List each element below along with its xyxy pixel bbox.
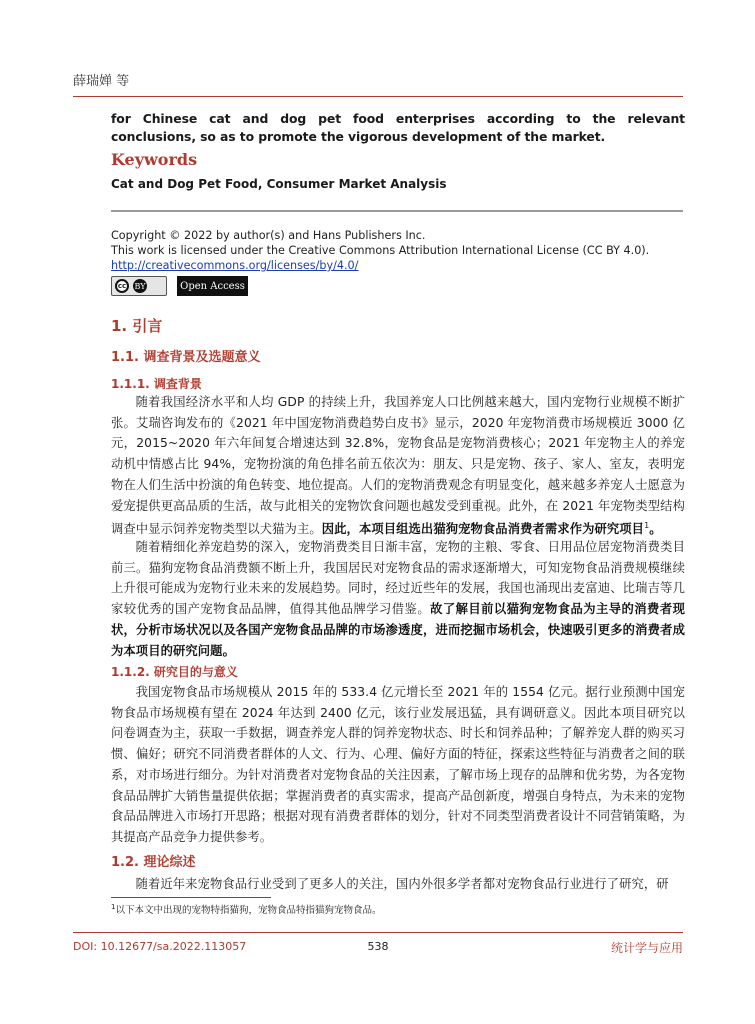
section-heading-1: 1. 引言 [111,317,163,335]
by-person-icon: BY [133,279,147,293]
footnote-text: 以下本文中出现的宠物特指猫狗，宠物食品特指猫狗宠物食品。 [115,905,382,916]
paragraph-purpose: 我国宠物食品市场规模从 2015 年的 533.4 亿元增长至 2021 年的 1554 亿元。据行业预测中国宠物食品市场规模有望在 2024 年达到 2400 亿元，该行业发展迅猛，具有调研意义。因此本项目研究以问卷调查为主，获取一手数据，调查养宠人群的饲养宠物状态、时长和饲养品种；了解养宠人群的购买习惯、偏好；研究不同消费者群体的人文、行为、心理、偏好方面的特征，探索这些特征与消费者之间的联系，对市场进行细分。为针对消费者对宠物食品的关注因素，了解市场上现存的品牌和优劣势，为各宠物食品品牌扩大销售量提供依据；掌握消费者的真实需求，提高产品创新度，增强自身特点，为未来的宠物食品品牌进入市场打开思路；根据对现有消费者群体的划分，针对不同类型消费者设计不同营销策略，为其提高产品竞争力提供参考。 [111,685,685,844]
license-statement: This work is licensed under the Creative Commons Attribution International License (CC BY 4.0). [111,244,650,257]
footnote-ref[interactable]: 1 [644,521,650,531]
paragraph-emphasis: 故了解目前以猫狗宠物食品为主导的消费者现状，分析市场状况以及各国产宠物食品品牌的市场渗透度，进而挖掘市场机会，快速吸引更多的消费者成为本项目的研究问题。 [111,602,685,658]
keywords-divider [111,210,683,212]
license-link-row [111,258,358,273]
section-heading-1-1-1: 1.1.1. 调查背景 [111,377,202,391]
open-access-badge[interactable]: Open Access [177,276,248,296]
page-number: 538 [367,940,389,953]
section-heading-1-1-2: 1.1.2. 研究目的与意义 [111,665,238,679]
footnote [111,902,381,916]
paragraph-background-1 [111,392,685,540]
footnote-divider [111,897,271,898]
license-link[interactable]: http://creativecommons.org/licenses/by/4.0/ [111,259,359,272]
keywords-heading: Keywords [111,150,198,169]
copyright-line: Copyright © 2022 by author(s) and Hans Publishers Inc. [111,229,426,242]
keywords-text: Cat and Dog Pet Food, Consumer Market Analysis [111,177,447,191]
footer-doi[interactable]: DOI: 10.12677/sa.2022.113057 [73,940,247,953]
section-heading-1-1: 1.1. 调查背景及选题意义 [111,350,261,365]
cc-by-badge[interactable] [111,276,167,296]
running-header-author: 薛瑞婵 等 [73,74,130,89]
header-divider [73,96,683,97]
paragraph-text: 随着我国经济水平和人均 GDP 的持续上升，我国养宠人口比例越来越大，国内宠物行业规模不断扩张。艾瑞咨询发布的《2021 年中国宠物消费趋势白皮书》显示，2020 年宠物消费市场规模近 3000 亿元，2015~2020 年六年间复合增速达到 32.8%，宠物食品是宠物消费核心；2021 年宠物主人的养宠动机中情感占比 94%，宠物扮演的角色排名前五依次为：朋友、只是宠物、孩子、家人、室友，表明宠物在人们生活中扮演的角色转变、地位提高。人们的宠物消费观念有明显变化，越来越多养宠人士愿意为爱宠提供更高品质的生活，故与此相关的宠物饮食问题也越发受到重视。此外，在 2021 年宠物类型结构调查中显示饲养宠物类型以犬猫为主。 [111,395,685,537]
paragraph-background-2 [111,537,685,661]
abstract-tail: for Chinese cat and dog pet food enterprises according to the relevant conclusions, so as to promote the vigorous development of the market. [111,111,685,144]
paragraph-emphasis: 因此，本项目组选出猫狗宠物食品消费者需求作为研究项目 [321,522,645,537]
cc-icon: cc [115,279,129,293]
journal-name: 统计学与应用 [610,941,683,955]
section-heading-1-2: 1.2. 理论综述 [111,855,196,870]
paragraph-text: 随着精细化养宠趋势的深入，宠物消费类目日渐丰富，宠物的主粮、零食、日用品位居宠物消费类目前三。猫狗宠物食品消费额不断上升，我国居民对宠物食品的需求逐渐增大，可知宠物食品消费规模继续上升很可能成为宠物行业未来的发展趋势。同时，经过近些年的发展，我国也涌现出麦富迪、比瑞吉等几家较优秀的国产宠物食品品牌，值得其他品牌学习借鉴。 [111,540,685,617]
footnote-mark: 1 [111,902,116,911]
paragraph-emphasis-end: 。 [649,522,662,537]
paragraph-review: 随着近年来宠物食品行业受到了更多人的关注，国内外很多学者都对宠物食品行业进行了研究，研 [135,877,669,891]
footer-divider [73,932,683,933]
